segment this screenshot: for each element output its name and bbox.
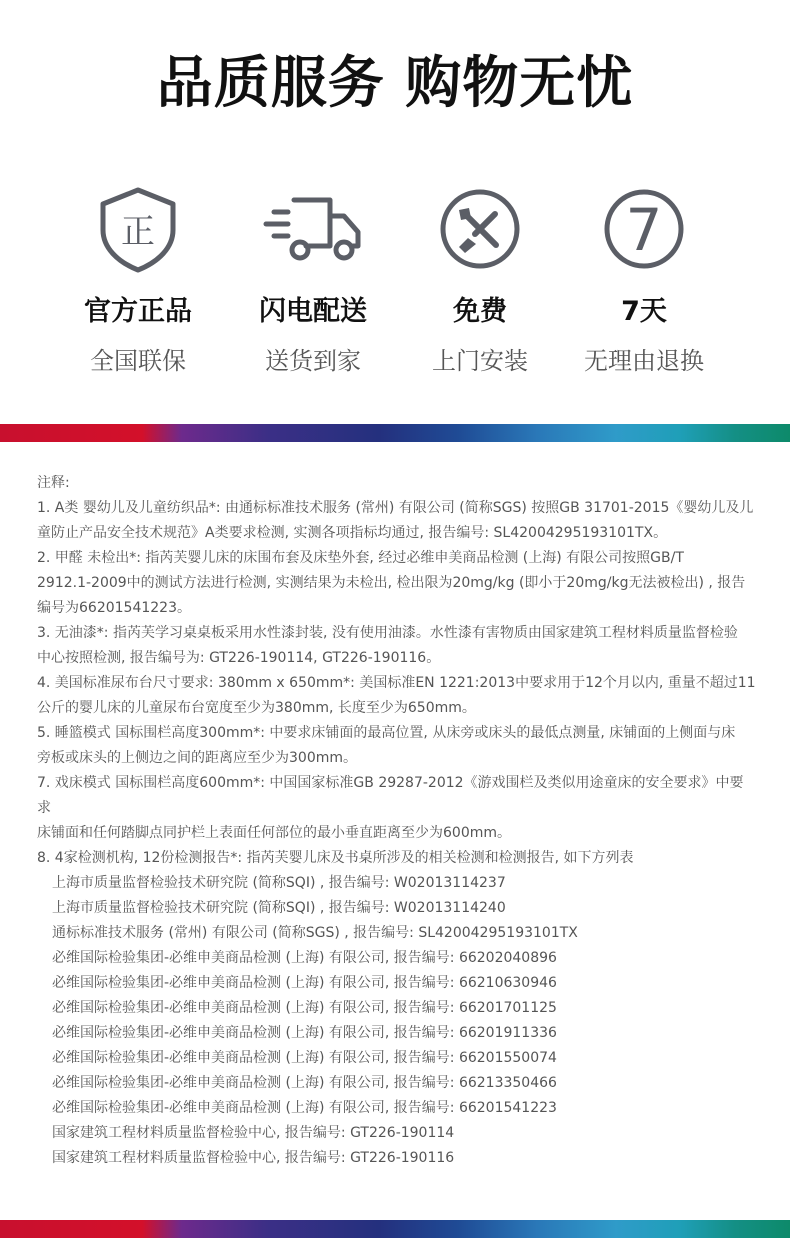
note-line: 旁板或床头的上侧边之间的距离应至少为300mm。 [37, 750, 357, 766]
feature-title: 免费 [453, 296, 507, 327]
note-line: 1. A类 婴幼儿及儿童纺织品*: 由通标标准技术服务 (常州) 有限公司 (简称SGS) 按照GB 31701-2015《婴幼儿及儿 [37, 500, 754, 516]
note-line: 中心按照检测, 报告编号为: GT226-190114, GT226-190116。 [37, 650, 441, 666]
seven-day-icon [589, 184, 699, 274]
notes-label: 注释: [37, 475, 70, 491]
feature-delivery [218, 184, 408, 384]
report-item: 必维国际检验集团-必维申美商品检测 (上海) 有限公司, 报告编号: 66202040896 [52, 950, 557, 966]
report-item: 必维国际检验集团-必维申美商品检测 (上海) 有限公司, 报告编号: 66201541223 [52, 1100, 557, 1116]
report-item: 必维国际检验集团-必维申美商品检测 (上海) 有限公司, 报告编号: 66213350466 [52, 1075, 557, 1091]
color-gradient-footer [0, 1220, 790, 1238]
feature-genuine [43, 184, 233, 384]
feature-seven-day-return [549, 184, 739, 384]
seven-glyph: 7 [625, 196, 663, 264]
report-item: 国家建筑工程材料质量监督检验中心, 报告编号: GT226-190116 [52, 1150, 455, 1166]
report-item: 上海市质量监督检验技术研究院 (简称SQI) , 报告编号: W02013114237 [52, 875, 506, 891]
report-item: 必维国际检验集团-必维申美商品检测 (上海) 有限公司, 报告编号: 66201701125 [52, 1000, 557, 1016]
note-line: 2912.1-2009中的测试方法进行检测, 实测结果为未检出, 检出限为20mg/kg (即小于20mg/kg无法被检出) , 报告 [37, 575, 746, 591]
note-line: 童防止产品安全技术规范》A类要求检测, 实测各项指标均通过, 报告编号: SL42004295193101TX。 [37, 525, 668, 541]
feature-title: 闪电配送 [259, 296, 367, 327]
shield-glyph: 正 [121, 212, 155, 252]
report-item: 国家建筑工程材料质量监督检验中心, 报告编号: GT226-190114 [52, 1125, 455, 1141]
note-line: 7. 戏床模式 国标围栏高度600mm*: 中国国家标准GB 29287-2012《游戏围栏及类似用途童床的安全要求》中要求 [37, 775, 744, 816]
note-line: 4. 美国标准尿布台尺寸要求: 380mm x 650mm*: 美国标准EN 1221:2013中要求用于12个月以内, 重量不超过11 [37, 675, 756, 691]
note-line: 编号为66201541223。 [37, 600, 191, 616]
report-item: 必维国际检验集团-必维申美商品检测 (上海) 有限公司, 报告编号: 66201550074 [52, 1050, 557, 1066]
shield-zheng-icon [83, 184, 193, 274]
report-item: 上海市质量监督检验技术研究院 (简称SQI) , 报告编号: W02013114240 [52, 900, 506, 916]
feature-subtitle: 上门安装 [432, 347, 528, 375]
tools-icon [425, 184, 535, 274]
report-item: 必维国际检验集团-必维申美商品检测 (上海) 有限公司, 报告编号: 66210630946 [52, 975, 557, 991]
note-line: 8. 4家检测机构, 12份检测报告*: 指芮芙婴儿床及书桌所涉及的相关检测和检测报告, 如下方列表 [37, 850, 634, 866]
feature-title: 官方正品 [84, 296, 192, 327]
note-line: 公斤的婴儿床的儿童尿布台宽度至少为380mm, 长度至少为650mm。 [37, 700, 476, 716]
feature-title: 7天 [621, 296, 667, 327]
note-line: 床铺面和任何踏脚点同护栏上表面任何部位的最小垂直距离至少为600mm。 [37, 825, 511, 841]
footnotes [37, 471, 757, 1171]
delivery-truck-icon [258, 184, 368, 274]
note-line: 5. 睡篮模式 国标围栏高度300mm*: 中要求床铺面的最高位置, 从床旁或床头的最低点测量, 床铺面的上侧面与床 [37, 725, 736, 741]
report-item: 必维国际检验集团-必维申美商品检测 (上海) 有限公司, 报告编号: 66201911336 [52, 1025, 557, 1041]
report-item: 通标标准技术服务 (常州) 有限公司 (简称SGS) , 报告编号: SL42004295193101TX [52, 925, 578, 941]
note-line: 3. 无油漆*: 指芮芙学习桌桌板采用水性漆封装, 没有使用油漆。水性漆有害物质由国家建筑工程材料质量监督检验 [37, 625, 738, 641]
note-line: 2. 甲醛 未检出*: 指芮芙婴儿床的床围布套及床垫外套, 经过必维申美商品检测 (上海) 有限公司按照GB/T [37, 550, 684, 566]
color-gradient-divider [0, 424, 790, 442]
feature-installation [385, 184, 575, 384]
feature-subtitle: 全国联保 [90, 347, 186, 375]
feature-subtitle: 无理由退换 [584, 347, 704, 375]
service-features [0, 184, 790, 384]
feature-subtitle: 送货到家 [265, 347, 361, 375]
page-headline: 品质服务 购物无忧 [156, 51, 634, 116]
